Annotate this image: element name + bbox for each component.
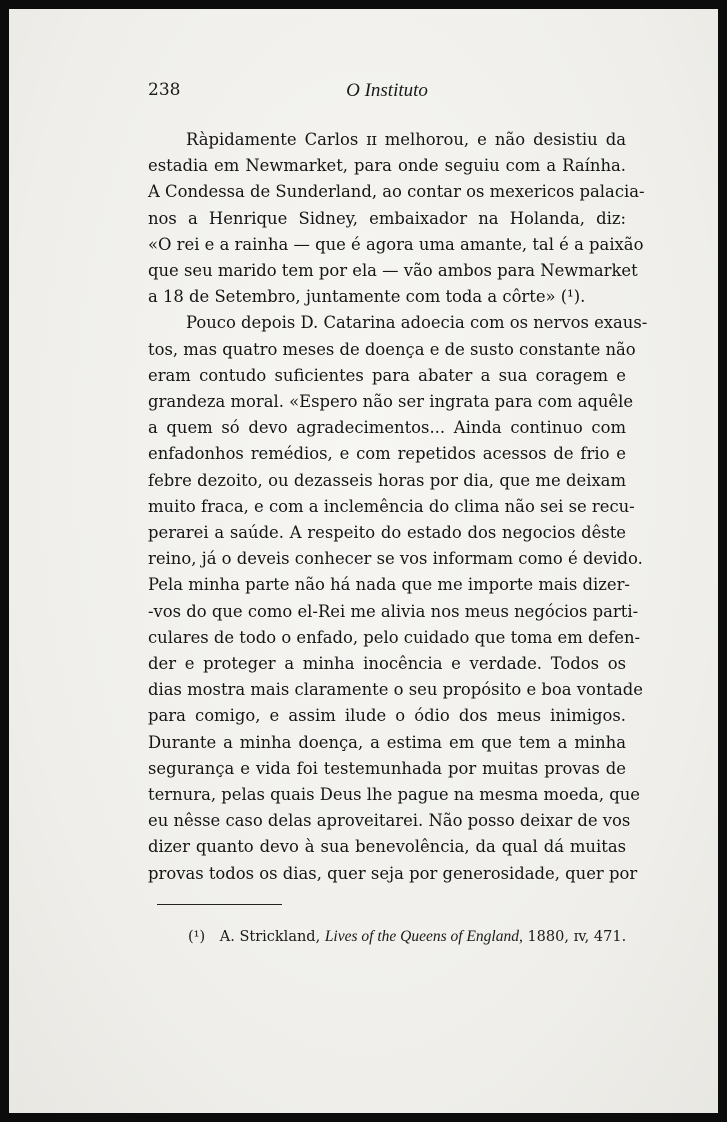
page-header: [148, 80, 626, 108]
text-line: eu nêsse caso delas aproveitarei. Não posso deixar de vos: [148, 811, 631, 831]
text-line: dias mostra mais claramente o seu propósito e boa vontade: [148, 680, 643, 700]
text-line: para comigo, e assim ilude o ódio dos meus inimigos.: [148, 706, 626, 726]
text-line: Pela minha parte não há nada que me importe mais dizer-: [148, 575, 630, 595]
page-number: 238: [148, 80, 181, 100]
text-line: eram contudo suficientes para abater a sua coragem e: [148, 365, 626, 385]
text-line: febre dezoito, ou dezasseis horas por dia, que me deixam: [148, 470, 626, 490]
footnote: [188, 928, 628, 946]
text-line: «O rei e a rainha — que é agora uma amante, tal é a paixão: [148, 234, 644, 254]
text-line: nos a Henrique Sidney, embaixador na Holanda, diz:: [148, 208, 626, 228]
text-line: Durante a minha doença, a estima em que tem a minha: [148, 732, 626, 752]
text-line: reino, já o deveis conhecer se vos informam como é devido.: [148, 549, 643, 569]
text-line: a 18 de Setembro, juntamente com toda a côrte» (¹).: [148, 287, 586, 307]
body-text: [148, 127, 648, 887]
footnote-author: A. Strickland,: [219, 929, 321, 945]
text-line: Pouco depois D. Catarina adoecia com os nervos exaus-: [186, 313, 648, 333]
footnote-rule: [157, 904, 282, 905]
text-line: A Condessa de Sunderland, ao contar os mexericos palacia-: [148, 182, 645, 202]
text-line: estadia em Newmarket, para onde seguiu com a Raínha.: [148, 156, 626, 176]
text-line: -vos do que como el-Rei me alivia nos meus negócios parti-: [148, 601, 639, 621]
footnote-title: Lives of the Queens of England,: [324, 928, 523, 945]
text-line: grandeza moral. «Espero não ser ingrata para com aquêle: [148, 392, 634, 412]
footnote-details: 1880, ɪv, 471.: [527, 929, 627, 945]
text-line: segurança e vida foi testemunhada por muitas provas de: [148, 758, 626, 778]
footnote-marker: (¹): [188, 929, 206, 945]
running-title: O Instituto: [346, 80, 428, 101]
text-line: que seu marido tem por ela — vão ambos para Newmarket: [148, 261, 638, 281]
text-line: der e proteger a minha inocência e verdade. Todos os: [148, 654, 626, 674]
text-line: dizer quanto devo à sua benevolência, da qual dá muitas: [148, 837, 626, 857]
text-line: a quem só devo agradecimentos... Ainda continuo com: [148, 418, 626, 438]
text-line: provas todos os dias, quer seja por generosidade, quer por: [148, 863, 638, 883]
text-line: perarei a saúde. A respeito do estado dos negocios dêste: [148, 523, 626, 543]
text-line: muito fraca, e com a inclemência do clima não sei se recu-: [148, 496, 635, 516]
text-line: culares de todo o enfado, pelo cuidado que toma em defen-: [148, 627, 641, 647]
text-line: tos, mas quatro meses de doença e de susto constante não: [148, 339, 636, 359]
text-line: ternura, pelas quais Deus lhe pague na mesma moeda, que: [148, 785, 640, 805]
text-line: Ràpidamente Carlos ɪɪ melhorou, e não desistiu da: [186, 130, 626, 149]
text-line: enfadonhos remédios, e com repetidos acessos de frio e: [148, 444, 626, 464]
